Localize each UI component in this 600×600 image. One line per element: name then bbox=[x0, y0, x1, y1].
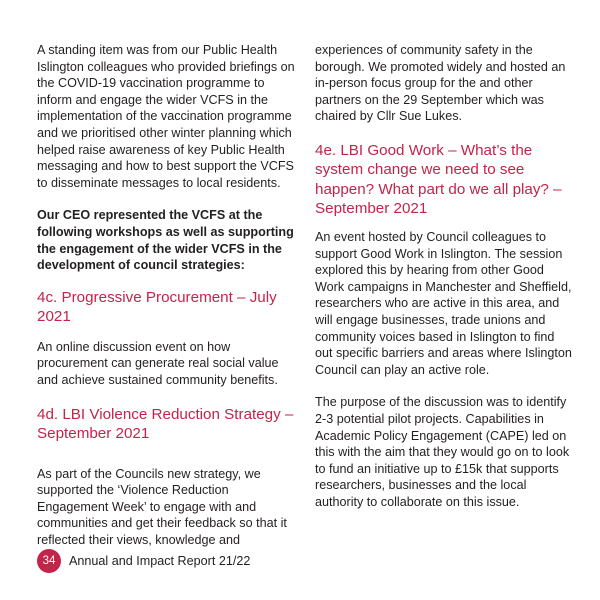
good-work-paragraph: An event hosted by Council colleagues to support Good Work in Islington. The session explored this by hearing from other Good Work campaigns in Manchester and Sheffield, researchers who are active in this area, and will engage businesses, trade unions and community voices based in Islington to find out specific barriers and areas where Islington Council can play an active role. bbox=[315, 229, 572, 377]
community-safety-paragraph: experiences of community safety in the borough. We promoted widely and hosted an in-person focus group for the and other partners on the 29 September which was chaired by Cllr Sue Lukes. bbox=[315, 43, 566, 124]
progressive-procurement-paragraph: An online discussion event on how procurement can generate real social value and achieve sustained community benefits. bbox=[37, 339, 279, 387]
workshops-intro: Our CEO represented the VCFS at the following workshops as well as supporting the engagement of the wider VCFS in the development of council strategies: bbox=[37, 208, 294, 273]
pilot-projects-paragraph: The purpose of the discussion was to identify 2-3 potential pilot projects. Capabilities in Academic Policy Engagement (CAPE) led on this with the aim that they would go on to look to fund an initiative up to £15k that supports researchers, businesses and the local authority to collaborate on this issue. bbox=[315, 395, 570, 509]
heading-4c-progressive-procurement: 4c. Progressive Procurement – July 2021 bbox=[37, 288, 277, 326]
report-title: Annual and Impact Report 21/22 bbox=[69, 554, 251, 568]
violence-reduction-paragraph: As part of the Councils new strategy, we supported the ‘Violence Reduction Engagement Week’ to engage with and communities and get their feedback so that it reflected their views, knowledge and bbox=[37, 466, 287, 547]
public-health-paragraph: A standing item was from our Public Health Islington colleagues who provided briefings on the COVID-19 vaccination programme to inform and engage the wider VCFS in the implementation of the vaccination programme and we prioritised other winter planning which helped raise awareness of key Public Health messaging and how to best support the VCFS to disseminate messages to local residents. bbox=[37, 43, 295, 190]
heading-4e-good-work: 4e. LBI Good Work – What’s the system change we need to see happen? What part do we all play? – September 2021 bbox=[315, 141, 562, 218]
page-number-badge: 34 bbox=[37, 549, 61, 573]
right-column bbox=[315, 42, 573, 510]
heading-4d-violence-reduction: 4d. LBI Violence Reduction Strategy – September 2021 bbox=[37, 405, 294, 442]
left-column bbox=[37, 42, 295, 548]
page-footer bbox=[37, 549, 250, 573]
